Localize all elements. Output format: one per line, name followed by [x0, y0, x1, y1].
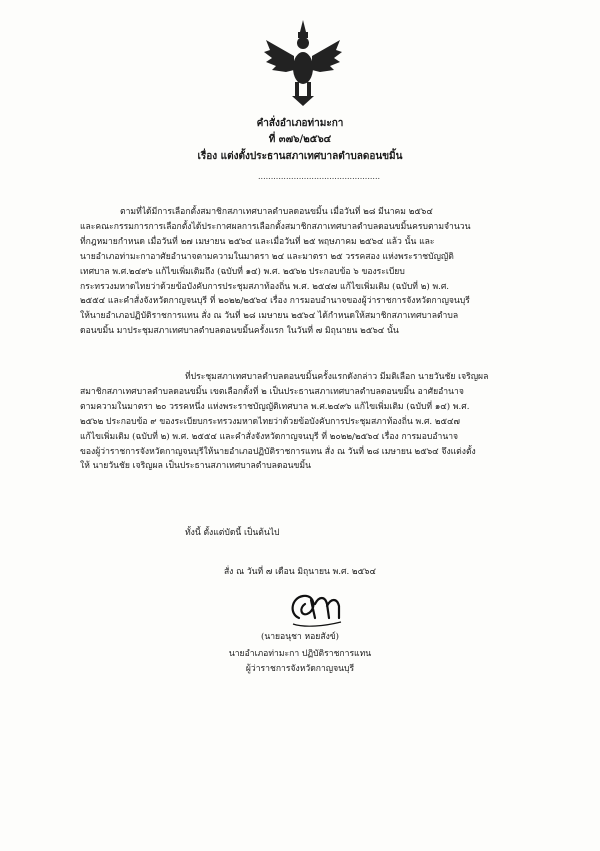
header-separator: ................................................: [258, 172, 381, 181]
paragraph-line: เทศบาล พ.ศ.๒๔๙๖ แก้ไขเพิ่มเติมถึง (ฉบับที่ ๑๔) พ.ศ. ๒๕๖๒ ประกอบข้อ ๖ ของระเบียบ: [80, 266, 405, 277]
paragraph-line: แก้ไขเพิ่มเติม (ฉบับที่ ๒) พ.ศ. ๒๕๕๔ และคำสั่งจังหวัดกาญจนบุรี ที่ ๒๐๒๒/๒๕๖๔ เรื่อง การมอบอำนาจ: [80, 431, 459, 442]
signature-icon: [285, 584, 345, 632]
signer-name: (นายอนุชา หอยสังข์): [260, 632, 340, 642]
paragraph-line: ๒๕๖๒ ประกอบข้อ ๙ ของระเบียบกระทรวงมหาดไทยว่าด้วยข้อบังคับการประชุมสภาท้องถิ่น พ.ศ. ๒๕๔๗: [80, 416, 460, 427]
order-number: ที่ ๓๗๖/๒๕๖๔: [268, 134, 332, 145]
paragraph-line: ที่กฎหมายกำหนด เมื่อวันที่ ๒๗ เมษายน ๒๕๖๔ และเมื่อวันที่ ๒๕ พฤษภาคม ๒๕๖๔ แล้ว นั้น และ: [80, 236, 435, 247]
paragraph-line: ตามที่ได้มีการเลือกตั้งสมาชิกสภาเทศบาลตำบลดอนขมิ้น เมื่อวันที่ ๒๘ มีนาคม ๒๕๖๔: [120, 207, 433, 217]
paragraph-line: และคณะกรรมการการเลือกตั้งได้ประกาศผลการเลือกตั้งสมาชิกสภาเทศบาลตำบลดอนขมิ้นครบตามจำนวน: [80, 221, 471, 232]
paragraph-line: ๒๕๕๔ และคำสั่งจังหวัดกาญจนบุรี ที่ ๒๐๒๒/๒๕๖๔ เรื่อง การมอบอำนาจของผู้ว่าราชการจังหวัดกาญจนบุรี: [80, 296, 470, 307]
paragraph-line: ให้นายอำเภอปฏิบัติราชการแทน สั่ง ณ วันที่ ๒๘ เมษายน ๒๕๖๔ ได้กำหนดให้สมาชิกสภาเทศบาลตำบล: [80, 311, 459, 322]
paragraph-2: [80, 370, 546, 474]
paragraph-1: [80, 205, 546, 339]
paragraph-line: นายอำเภอท่ามะกาอาศัยอำนาจตามความในมาตรา ๒๔ และมาตรา ๒๕ วรรคสอง แห่งพระราชบัญญัติ: [80, 251, 454, 262]
paragraph-line: ดอนขมิ้น มาประชุมสภาเทศบาลตำบลดอนขมิ้นครั้งแรก ในวันที่ ๗ มิถุนายน ๒๕๖๔ นั้น: [80, 326, 399, 337]
paragraph-line: กระทรวงมหาดไทยว่าด้วยข้อบังคับการประชุมสภาท้องถิ่น พ.ศ. ๒๕๔๗ แก้ไขเพิ่มเติม (ฉบับที่ ๒) พ.ศ.: [80, 281, 450, 292]
paragraph-3: ทั้งนี้ ตั้งแต่บัดนี้ เป็นต้นไป: [185, 528, 280, 538]
given-date: สั่ง ณ วันที่ ๗ เดือน มิถุนายน พ.ศ. ๒๕๖๔: [223, 567, 377, 577]
garuda-emblem-icon: [262, 18, 344, 106]
paragraph-line: สมาชิกสภาเทศบาลตำบลดอนขมิ้น เขตเลือกตั้งที่ ๒ เป็นประธานสภาเทศบาลตำบลดอนขมิ้น อาศัยอำนาจ: [80, 386, 464, 397]
paragraph-line: ของผู้ว่าราชการจังหวัดกาญจนบุรีให้นายอำเภอปฏิบัติราชการแทน สั่ง ณ วันที่ ๒๘ เมษายน ๒๕๖๔ จึงแต่งตั้ง: [80, 446, 476, 457]
signer-authority: ผู้ว่าราชการจังหวัดกาญจนบุรี: [245, 664, 355, 674]
signer-position: นายอำเภอท่ามะกา ปฏิบัติราชการแทน: [228, 649, 372, 659]
paragraph-line: ให้ นายวันชัย เจริญผล เป็นประธานสภาเทศบาลตำบลดอนขมิ้น: [80, 461, 311, 472]
order-title: คำสั่งอำเภอท่ามะกา: [256, 118, 344, 129]
paragraph-line: ตามความในมาตรา ๒๐ วรรคหนึ่ง แห่งพระราชบัญญัติเทศบาล พ.ศ.๒๔๙๖ แก้ไขเพิ่มเติม (ฉบับที่ ๑๔) พ.ศ.: [80, 401, 470, 412]
order-subject: เรื่อง แต่งตั้งประธานสภาเทศบาลตำบลดอนขมิ้น: [197, 151, 403, 162]
paragraph-line: ที่ประชุมสภาเทศบาลตำบลดอนขมิ้นครั้งแรกดังกล่าว มีมติเลือก นายวันชัย เจริญผล: [185, 372, 489, 382]
